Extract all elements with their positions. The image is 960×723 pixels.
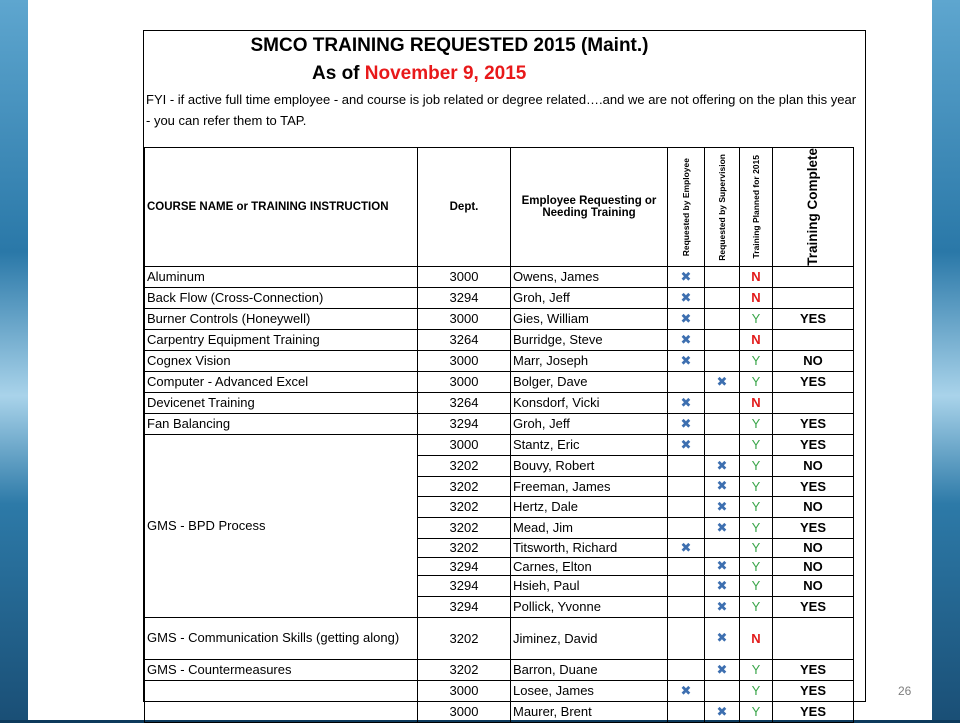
header-dept: Dept. <box>418 148 511 267</box>
dept-cell: 3000 <box>418 371 511 392</box>
dept-cell: 3294 <box>418 413 511 434</box>
dept-cell: 3202 <box>418 517 511 538</box>
requested-by-supervision-cell <box>705 455 740 476</box>
requested-by-employee-cell <box>668 496 705 517</box>
course-name-cell: Fan Balancing <box>145 413 418 434</box>
requested-by-supervision-cell <box>705 350 740 371</box>
table-row <box>145 329 854 350</box>
training-planned-cell: Y <box>740 575 773 596</box>
training-complete-cell: YES <box>773 371 854 392</box>
training-table <box>144 147 854 723</box>
training-complete-cell: YES <box>773 701 854 722</box>
x-mark-icon: ✖ <box>680 436 692 452</box>
requested-by-supervision-cell <box>705 496 740 517</box>
x-mark-icon: ✖ <box>716 478 728 494</box>
requested-by-employee-cell <box>668 659 705 680</box>
dept-cell: 3000 <box>418 308 511 329</box>
as-of-line <box>312 63 526 85</box>
course-name-cell: Cognex Vision <box>145 350 418 371</box>
employee-cell: Titsworth, Richard <box>511 538 668 557</box>
training-document <box>143 30 866 720</box>
training-complete-cell: YES <box>773 308 854 329</box>
training-planned-cell: Y <box>740 557 773 575</box>
training-planned-cell: Y <box>740 413 773 434</box>
dept-cell: 3294 <box>418 287 511 308</box>
dept-cell: 3000 <box>418 350 511 371</box>
training-planned-cell: Y <box>740 680 773 701</box>
employee-cell: Owens, James <box>511 266 668 287</box>
training-complete-cell: YES <box>773 434 854 455</box>
as-of-date: November 9, 2015 <box>364 63 527 84</box>
header-row <box>145 148 854 267</box>
right-decorative-band <box>932 0 960 720</box>
requested-by-supervision-cell <box>705 329 740 350</box>
requested-by-supervision-cell <box>705 517 740 538</box>
course-name-cell: Computer - Advanced Excel <box>145 371 418 392</box>
header-requested-by-employee: Requested by Employee <box>668 148 705 267</box>
requested-by-supervision-cell <box>705 538 740 557</box>
training-planned-cell: Y <box>740 455 773 476</box>
requested-by-employee-cell <box>668 557 705 575</box>
course-name-cell: Devicenet Training <box>145 392 418 413</box>
x-mark-icon: ✖ <box>716 630 728 646</box>
dept-cell: 3000 <box>418 266 511 287</box>
course-name-cell: GMS - Countermeasures <box>145 659 418 680</box>
as-of-label: As of <box>312 63 360 84</box>
table-row <box>145 617 854 659</box>
requested-by-supervision-cell <box>705 371 740 392</box>
employee-cell: Stantz, Eric <box>511 434 668 455</box>
x-mark-icon: ✖ <box>716 598 728 614</box>
requested-by-supervision-cell <box>705 596 740 617</box>
table-row <box>145 434 854 455</box>
dept-cell: 3202 <box>418 476 511 496</box>
requested-by-employee-cell <box>668 680 705 701</box>
header-training-complete: Training Complete <box>773 148 854 267</box>
x-mark-icon: ✖ <box>680 268 692 284</box>
header-employee: Employee Requesting or Needing Training <box>511 148 668 267</box>
training-planned-cell: N <box>740 329 773 350</box>
employee-cell: Losee, James <box>511 680 668 701</box>
left-decorative-band <box>0 0 28 720</box>
course-name-cell: Aluminum <box>145 266 418 287</box>
x-mark-icon: ✖ <box>716 558 728 574</box>
training-planned-cell: N <box>740 266 773 287</box>
course-name-cell: GMS - BPD Process <box>145 434 418 617</box>
training-complete-cell: NO <box>773 496 854 517</box>
employee-cell: Pollick, Yvonne <box>511 596 668 617</box>
course-name-cell <box>145 680 418 722</box>
requested-by-employee-cell <box>668 617 705 659</box>
dept-cell: 3000 <box>418 434 511 455</box>
requested-by-employee-cell <box>668 287 705 308</box>
training-planned-cell: N <box>740 287 773 308</box>
table-row <box>145 308 854 329</box>
table-row <box>145 371 854 392</box>
x-mark-icon: ✖ <box>716 703 728 719</box>
employee-cell: Carnes, Elton <box>511 557 668 575</box>
header-course: COURSE NAME or TRAINING INSTRUCTION <box>145 148 418 267</box>
training-complete-cell: NO <box>773 455 854 476</box>
employee-cell: Bolger, Dave <box>511 371 668 392</box>
dept-cell: 3202 <box>418 538 511 557</box>
training-planned-cell: Y <box>740 350 773 371</box>
training-complete-cell: YES <box>773 680 854 701</box>
requested-by-supervision-cell <box>705 266 740 287</box>
requested-by-employee-cell <box>668 266 705 287</box>
training-complete-cell: NO <box>773 575 854 596</box>
employee-cell: Gies, William <box>511 308 668 329</box>
slide-number: 26 <box>898 684 912 698</box>
table-row <box>145 680 854 701</box>
employee-cell: Maurer, Brent <box>511 701 668 722</box>
training-planned-cell: Y <box>740 434 773 455</box>
training-planned-cell: Y <box>740 701 773 722</box>
training-planned-cell: Y <box>740 659 773 680</box>
training-planned-cell: N <box>740 392 773 413</box>
x-mark-icon: ✖ <box>716 661 728 677</box>
employee-cell: Freeman, James <box>511 476 668 496</box>
training-planned-cell: Y <box>740 476 773 496</box>
requested-by-supervision-cell <box>705 287 740 308</box>
slide <box>28 0 932 720</box>
x-mark-icon: ✖ <box>680 394 692 410</box>
employee-cell: Hertz, Dale <box>511 496 668 517</box>
training-planned-cell: Y <box>740 517 773 538</box>
requested-by-supervision-cell <box>705 434 740 455</box>
table-row <box>145 392 854 413</box>
requested-by-employee-cell <box>668 517 705 538</box>
table-row <box>145 266 854 287</box>
training-planned-cell: N <box>740 617 773 659</box>
training-complete-cell <box>773 287 854 308</box>
training-complete-cell <box>773 392 854 413</box>
training-complete-cell: NO <box>773 557 854 575</box>
dept-cell: 3264 <box>418 329 511 350</box>
table-row <box>145 413 854 434</box>
dept-cell: 3202 <box>418 455 511 476</box>
training-planned-cell: Y <box>740 308 773 329</box>
training-complete-cell: NO <box>773 350 854 371</box>
requested-by-employee-cell <box>668 476 705 496</box>
employee-cell: Barron, Duane <box>511 659 668 680</box>
requested-by-supervision-cell <box>705 413 740 434</box>
dept-cell: 3264 <box>418 392 511 413</box>
x-mark-icon: ✖ <box>680 310 692 326</box>
employee-cell: Groh, Jeff <box>511 413 668 434</box>
x-mark-icon: ✖ <box>680 539 692 555</box>
requested-by-employee-cell <box>668 575 705 596</box>
fyi-note: FYI - if active full time employee - and course is job related or degree related….and we are not offering on the plan this year - you can refer them to TAP. <box>146 92 857 128</box>
requested-by-employee-cell <box>668 434 705 455</box>
requested-by-employee-cell <box>668 308 705 329</box>
x-mark-icon: ✖ <box>716 457 728 473</box>
requested-by-employee-cell <box>668 596 705 617</box>
requested-by-employee-cell <box>668 538 705 557</box>
training-complete-cell <box>773 329 854 350</box>
dept-cell: 3000 <box>418 680 511 701</box>
requested-by-supervision-cell <box>705 680 740 701</box>
requested-by-supervision-cell <box>705 557 740 575</box>
table-row <box>145 287 854 308</box>
employee-cell: Groh, Jeff <box>511 287 668 308</box>
header-training-planned: Training Planned for 2015 <box>740 148 773 267</box>
document-title: SMCO TRAINING REQUESTED 2015 (Maint.) <box>250 35 649 56</box>
employee-cell: Konsdorf, Vicki <box>511 392 668 413</box>
training-planned-cell: Y <box>740 371 773 392</box>
course-name-cell: GMS - Communication Skills (getting along) <box>145 617 418 659</box>
training-complete-cell <box>773 617 854 659</box>
requested-by-supervision-cell <box>705 617 740 659</box>
employee-cell: Jiminez, David <box>511 617 668 659</box>
x-mark-icon: ✖ <box>716 373 728 389</box>
requested-by-supervision-cell <box>705 308 740 329</box>
training-planned-cell: Y <box>740 596 773 617</box>
x-mark-icon: ✖ <box>716 498 728 514</box>
training-planned-cell: Y <box>740 496 773 517</box>
training-complete-cell: YES <box>773 517 854 538</box>
training-planned-cell: Y <box>740 538 773 557</box>
training-complete-cell: NO <box>773 538 854 557</box>
dept-cell: 3202 <box>418 659 511 680</box>
requested-by-employee-cell <box>668 329 705 350</box>
dept-cell: 3294 <box>418 557 511 575</box>
x-mark-icon: ✖ <box>680 331 692 347</box>
employee-cell: Bouvy, Robert <box>511 455 668 476</box>
x-mark-icon: ✖ <box>716 519 728 535</box>
x-mark-icon: ✖ <box>680 289 692 305</box>
requested-by-employee-cell <box>668 455 705 476</box>
dept-cell: 3294 <box>418 596 511 617</box>
table-row <box>145 350 854 371</box>
course-name-cell: Back Flow (Cross-Connection) <box>145 287 418 308</box>
requested-by-employee-cell <box>668 413 705 434</box>
training-complete-cell: YES <box>773 413 854 434</box>
dept-cell: 3294 <box>418 575 511 596</box>
dept-cell: 3202 <box>418 617 511 659</box>
requested-by-supervision-cell <box>705 476 740 496</box>
header-requested-by-supervision: Requested by Supervision <box>705 148 740 267</box>
employee-cell: Mead, Jim <box>511 517 668 538</box>
x-mark-icon: ✖ <box>680 415 692 431</box>
employee-cell: Burridge, Steve <box>511 329 668 350</box>
x-mark-icon: ✖ <box>680 352 692 368</box>
requested-by-supervision-cell <box>705 701 740 722</box>
training-complete-cell <box>773 266 854 287</box>
requested-by-employee-cell <box>668 371 705 392</box>
course-name-cell: Carpentry Equipment Training <box>145 329 418 350</box>
requested-by-supervision-cell <box>705 659 740 680</box>
requested-by-supervision-cell <box>705 575 740 596</box>
x-mark-icon: ✖ <box>680 682 692 698</box>
x-mark-icon: ✖ <box>716 577 728 593</box>
training-complete-cell: YES <box>773 596 854 617</box>
dept-cell: 3202 <box>418 496 511 517</box>
dept-cell: 3000 <box>418 701 511 722</box>
employee-cell: Hsieh, Paul <box>511 575 668 596</box>
requested-by-employee-cell <box>668 392 705 413</box>
requested-by-employee-cell <box>668 701 705 722</box>
requested-by-employee-cell <box>668 350 705 371</box>
training-complete-cell: YES <box>773 659 854 680</box>
requested-by-supervision-cell <box>705 392 740 413</box>
training-complete-cell: YES <box>773 476 854 496</box>
table-row <box>145 659 854 680</box>
course-name-cell: Burner Controls (Honeywell) <box>145 308 418 329</box>
employee-cell: Marr, Joseph <box>511 350 668 371</box>
